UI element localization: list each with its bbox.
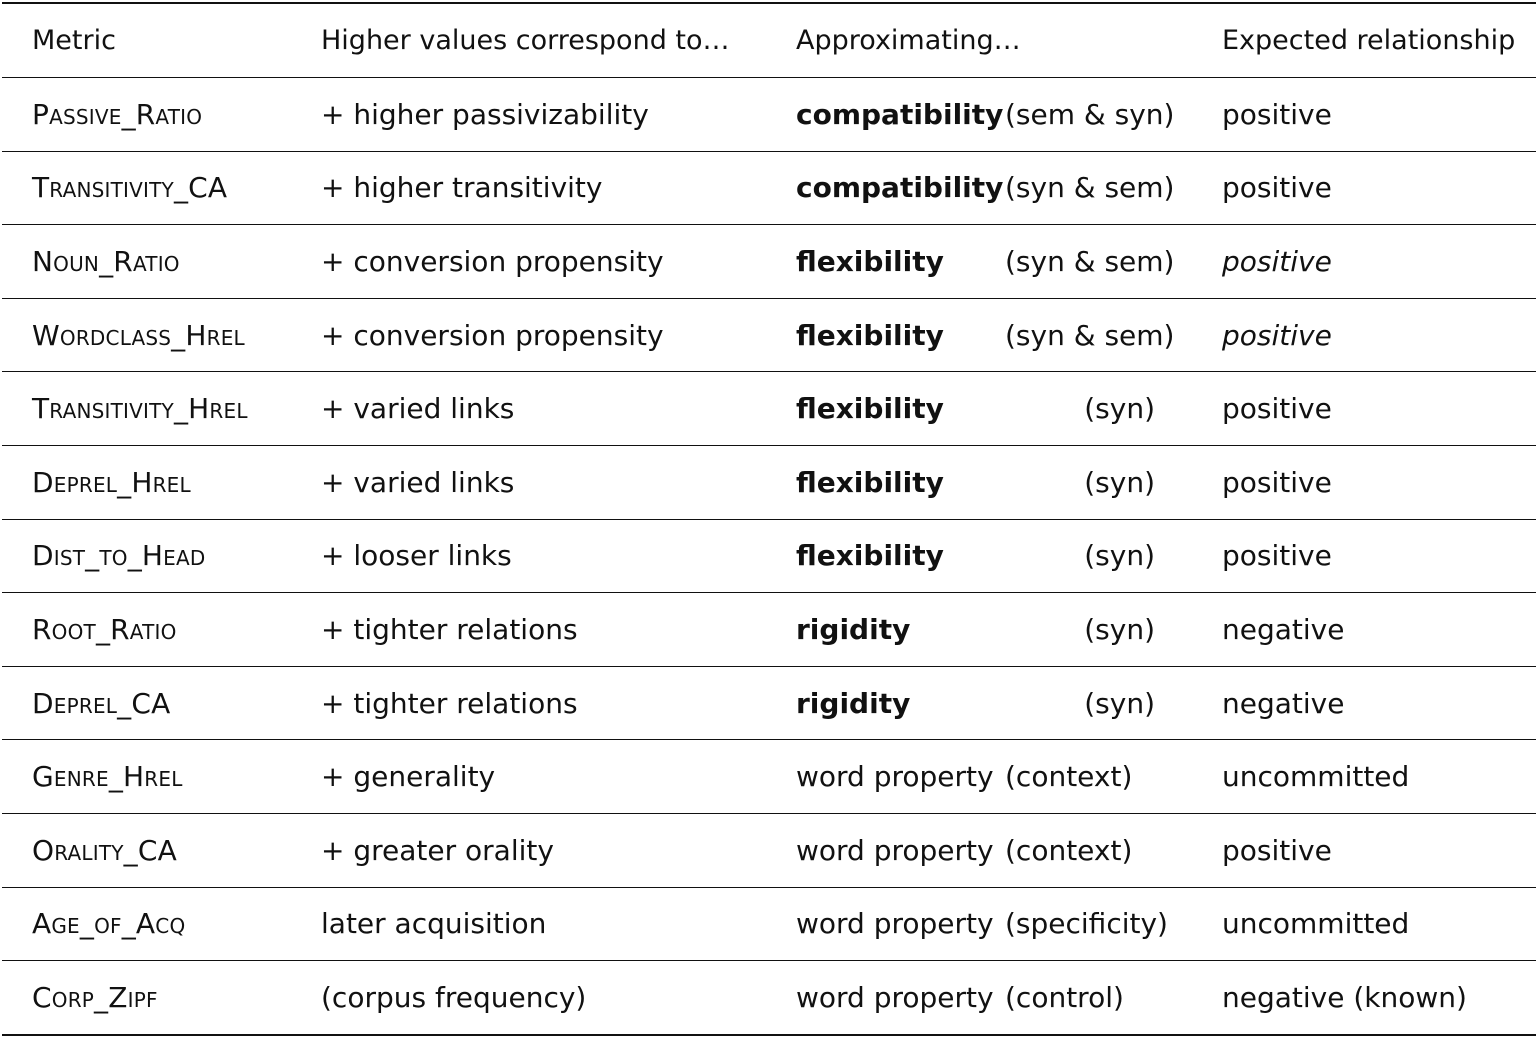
approximating-scope: (control) [1005, 980, 1124, 1014]
higher-values-text: + varied links [321, 392, 515, 426]
header-approximating: Approximating… [796, 25, 1021, 56]
table-header [2, 4, 1536, 78]
expected-relationship: positive [1222, 833, 1332, 867]
higher-values-text: (corpus frequency) [321, 980, 587, 1014]
higher-values-text: + greater orality [321, 833, 554, 867]
header-expected-relationship: Expected relationship [1222, 25, 1516, 56]
metric-name: Deprel_CA [32, 686, 171, 720]
higher-values-text: later acquisition [321, 907, 547, 941]
metric-name: Wordclass_Hrel [32, 318, 245, 352]
expected-relationship: positive [1222, 171, 1332, 205]
expected-relationship: uncommitted [1222, 760, 1410, 794]
approximating-scope: (context) [1005, 760, 1133, 794]
higher-values-text: + tighter relations [321, 612, 578, 646]
approximating-property: flexibility [796, 392, 944, 426]
higher-values-text: + generality [321, 760, 496, 794]
approximating-property: flexibility [796, 539, 944, 573]
metric-name: Root_Ratio [32, 612, 177, 646]
metric-name: Age_of_Acq [32, 907, 186, 941]
table-row [2, 299, 1536, 373]
metric-name: Dist_to_Head [32, 539, 206, 573]
table-row [2, 78, 1536, 152]
higher-values-text: + varied links [321, 465, 515, 499]
expected-relationship: positive [1222, 97, 1332, 131]
approximating-property: word property [796, 907, 994, 941]
higher-values-text: + looser links [321, 539, 512, 573]
higher-values-text: + conversion propensity [321, 318, 664, 352]
metric-name: Corp_Zipf [32, 980, 158, 1014]
table-row [2, 593, 1536, 667]
approximating-scope: (syn) [1084, 539, 1155, 573]
approximating-scope: (syn & sem) [1005, 244, 1175, 278]
metric-name: Deprel_Hrel [32, 465, 191, 499]
approximating-scope: (sem & syn) [1005, 97, 1175, 131]
approximating-scope: (syn) [1084, 612, 1155, 646]
metric-name: Noun_Ratio [32, 244, 180, 278]
approximating-scope: (syn) [1084, 392, 1155, 426]
table-row [2, 740, 1536, 814]
approximating-property: flexibility [796, 244, 944, 278]
expected-relationship: positive [1222, 318, 1332, 352]
approximating-scope: (syn) [1084, 686, 1155, 720]
metrics-table [2, 2, 1536, 1036]
table-row [2, 667, 1536, 741]
metric-name: Genre_Hrel [32, 760, 183, 794]
table-row [2, 372, 1536, 446]
table-row [2, 814, 1536, 888]
table-row [2, 961, 1536, 1034]
metric-name: Transitivity_Hrel [32, 392, 248, 426]
table-row [2, 225, 1536, 299]
higher-values-text: + higher passivizability [321, 97, 649, 131]
header-higher-values: Higher values correspond to… [321, 25, 730, 56]
table-body [2, 78, 1536, 1034]
expected-relationship: negative [1222, 686, 1345, 720]
metric-name: Orality_CA [32, 833, 177, 867]
approximating-property: rigidity [796, 612, 911, 646]
expected-relationship: positive [1222, 539, 1332, 573]
table-row [2, 520, 1536, 594]
approximating-property: word property [796, 833, 994, 867]
expected-relationship: positive [1222, 465, 1332, 499]
approximating-property: compatibility [796, 171, 1004, 205]
table-row [2, 152, 1536, 226]
expected-relationship: positive [1222, 392, 1332, 426]
higher-values-text: + tighter relations [321, 686, 578, 720]
metric-name: Passive_Ratio [32, 97, 203, 131]
approximating-scope: (specificity) [1005, 907, 1168, 941]
approximating-property: word property [796, 980, 994, 1014]
approximating-scope: (syn & sem) [1005, 318, 1175, 352]
approximating-property: flexibility [796, 318, 944, 352]
expected-relationship: uncommitted [1222, 907, 1410, 941]
expected-relationship: negative (known) [1222, 980, 1467, 1014]
expected-relationship: positive [1222, 244, 1332, 278]
approximating-scope: (syn) [1084, 465, 1155, 499]
higher-values-text: + higher transitivity [321, 171, 603, 205]
header-metric: Metric [32, 25, 116, 56]
metric-name: Transitivity_CA [32, 171, 228, 205]
approximating-scope: (context) [1005, 833, 1133, 867]
table-row [2, 888, 1536, 962]
approximating-property: compatibility [796, 97, 1004, 131]
expected-relationship: negative [1222, 612, 1345, 646]
approximating-property: word property [796, 760, 994, 794]
table-row [2, 446, 1536, 520]
approximating-scope: (syn & sem) [1005, 171, 1175, 205]
higher-values-text: + conversion propensity [321, 244, 664, 278]
approximating-property: flexibility [796, 465, 944, 499]
approximating-property: rigidity [796, 686, 911, 720]
